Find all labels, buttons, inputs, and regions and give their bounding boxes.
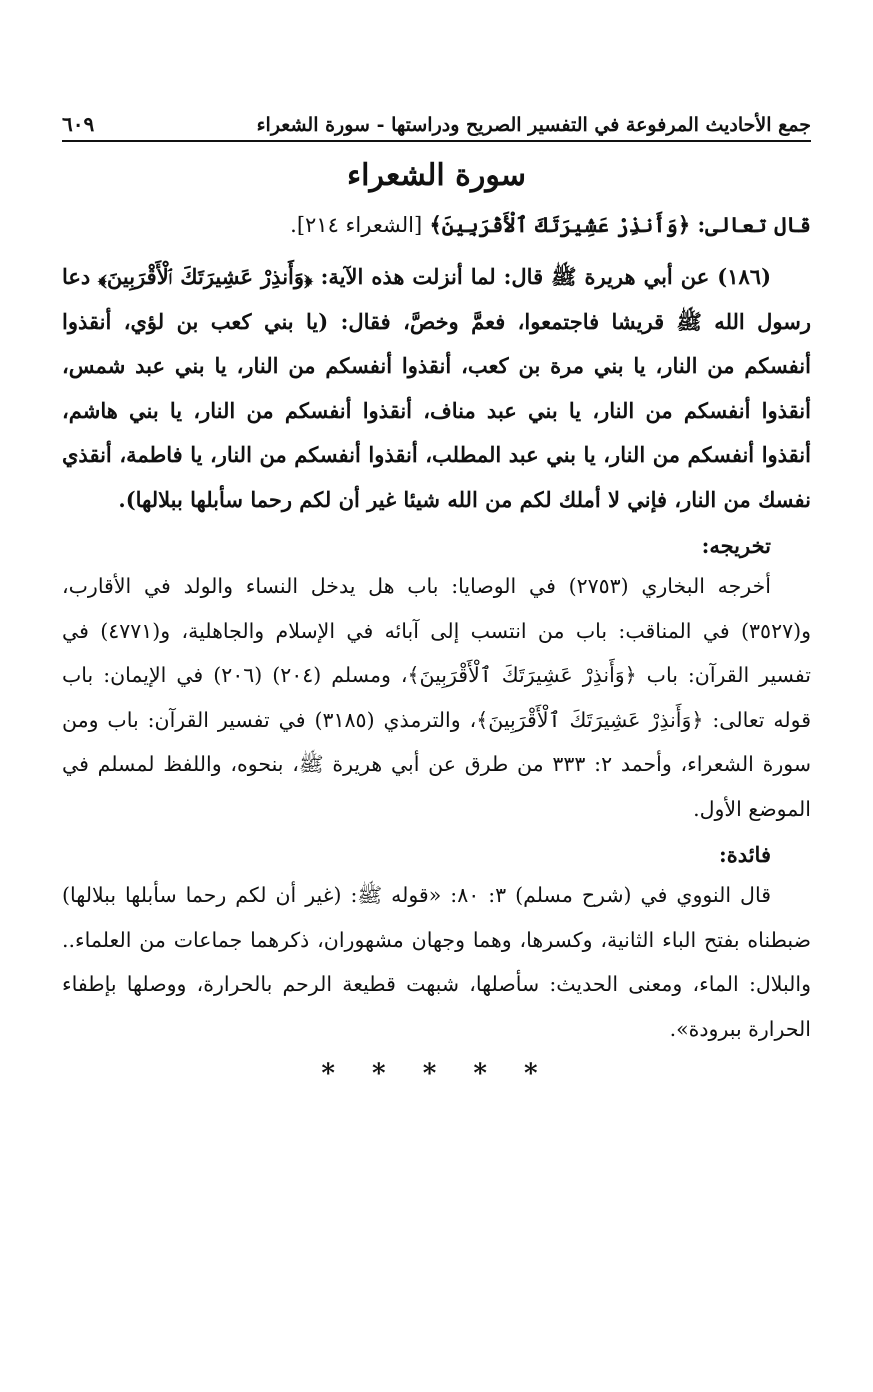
page-body (62, 158, 811, 1089)
page-header (62, 100, 811, 142)
hadith-text: (١٨٦) عن أبي هريرة ﷺ قال: لما أنزلت هذه الآية: ﴿وَأَنذِرْ عَشِيرَتَكَ ٱلْأَقْرَبِينَ﴾ دعا رسول الله ﷺ قريشا فاجتمعوا، فعمَّ وخصَّ، فقال: (يا بني كعب بن لؤي، أنقذوا أنفسكم من النار، يا بني مرة بن كعب، أنقذوا أنفسكم من النار، يا بني عبد شمس، أنقذوا أنفسكم من النار، يا بني عبد مناف، أنقذوا أنفسكم من النار، يا بني هاشم، أنقذوا أنفسكم من النار، يا بني عبد المطلب، أنقذوا أنفسكم من النار، يا فاطمة، أنقذي نفسك من النار، فإني لا أملك لكم من الله شيئا غير أن لكم رحما سأبلها ببلالها). (62, 264, 811, 512)
end-separator: * * * * * (321, 1059, 552, 1089)
verse-intro: قال تعالى: (697, 212, 811, 237)
running-title: جمع الأحاديث المرفوعة في التفسير الصريح ودراستها - سورة الشعراء (256, 114, 811, 136)
verse-line (62, 203, 811, 247)
takhrij-text: أخرجه البخاري (٢٧٥٣) في الوصايا: باب هل يدخل النساء والولد في الأقارب، و(٣٥٢٧) في المناقب: باب من انتسب إلى آبائه في الإسلام والجاهلية، و(٤٧٧١) في تفسير القرآن: باب ﴿وَأَنذِرْ عَشِيرَتَكَ ٱلْأَقْرَبِينَ﴾، ومسلم (٢٠٤) (٢٠٦) في الإيمان: باب قوله تعالى: ﴿وَأَنذِرْ عَشِيرَتَكَ ٱلْأَقْرَبِينَ﴾، والترمذي (٣١٨٥) في تفسير القرآن: باب ومن سورة الشعراء، وأحمد ٢: ٣٣٣ من طرق عن أبي هريرة ﷺ، بنحوه، واللفظ لمسلم في الموضع الأول. (62, 574, 812, 821)
verse-text: ﴿وَأَنذِرْ عَشِيرَتَكَ ٱلْأَقْرَبِينَ﴾ (429, 212, 691, 237)
page-number: ٦٠٩ (62, 112, 95, 136)
takhrij-heading: تخريجه: (701, 533, 771, 558)
surah-title: سورة الشعراء (347, 158, 526, 193)
faida-heading: فائدة: (718, 842, 771, 867)
faida-text: قال النووي في (شرح مسلم) ٣: ٨٠: «قوله ﷺ: (غير أن لكم رحما سأبلها ببلالها) ضبطناه بفتح الباء الثانية، وكسرها، وهما وجهان مشهوران، ذكرهما جماعات من العلماء.. والبلال: الماء، ومعنى الحديث: سأصلها، شبهت قطيعة الرحم بالحرارة، ووصلها بإطفاء الحرارة ببرودة». (62, 883, 811, 1041)
verse-reference: [الشعراء ٢١٤]. (290, 213, 423, 237)
